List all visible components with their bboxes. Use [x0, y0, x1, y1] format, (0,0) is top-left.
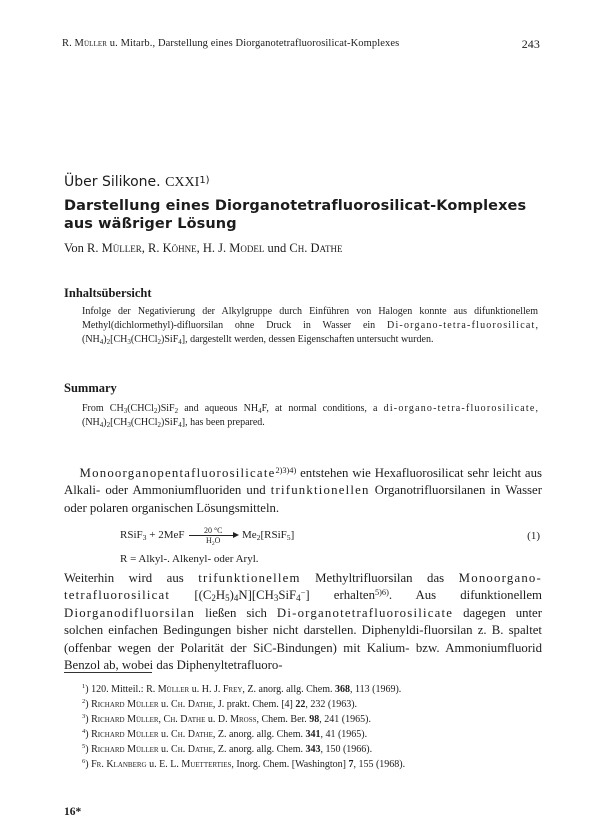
equation-note: R = Alkyl-. Alkenyl- oder Aryl.: [120, 553, 259, 565]
footnote-3: $^3$) Richard Müller, Ch. Dathe u. D. Mross, Chem. Ber. 98, 241 (1965).: [82, 713, 371, 726]
equation-1: [120, 526, 540, 545]
summary-text: From $CH_3(CHCl_2)SiF_2$ and aqueous $NH_4F$, at normal conditions, a di-organo-tetra-fluorosilicate, $(NH_4)_2[CH_3(CHCl_2)SiF_4]$, has been prepared.: [82, 403, 539, 429]
footnote-5: $^5$) Richard Müller u. Ch. Dathe, Z. anorg. allg. Chem. 343, 150 (1966).: [82, 743, 373, 756]
footnote-rule: [64, 672, 152, 673]
series-number: CXXI: [165, 175, 200, 190]
arrow-condition-bottom: $H_2O$: [206, 536, 221, 547]
equation-rhs: $Me_2[RSiF_5]$: [241, 529, 295, 543]
abstract-text: Infolge der Negativierung der Alkylgruppe durch Einführen von Halogen konnte aus difunktionellem Methyl(dichlormethyl)-difluorsilan ohne Druck in Wasser ein Di-organo-tetra-fluorosilicat, $(NH_4)_2[CH_3(CHCl_2)SiF_4]$, dargestellt werden, dessen Eigenschaften untersucht wurden.: [82, 306, 538, 346]
running-head-text: R. Müller u. Mitarb., Darstellung eines Diorganotetrafluorosilicat-Komplexes: [62, 38, 400, 49]
series-line: [64, 174, 210, 191]
running-head: [62, 38, 540, 49]
footnotes: [82, 682, 542, 773]
equation-lhs: RSiF$_3$ + 2MeF: [120, 529, 185, 543]
abstract-heading: Inhaltsübersicht: [64, 286, 152, 300]
body-paragraph-1: Monoorganopentafluorosilicate$^{2)3)4)}$ entstehen wie Hexafluorosilicat sehr leicht aus Alkali- oder Ammoniumfluoriden und trifunktionellen Organotrifluorsilanen in Wasser oder polaren organischen Lösungsmitteln.: [64, 466, 542, 515]
author-line: Von R. Müller, R. Köhne, H. J. Model und Ch. Dathe: [64, 241, 343, 255]
body-paragraph-2: Weiterhin wird aus trifunktionellem Methyltrifluorsilan das Monoorgano-tetrafluorosilicat $[(C_2H_5)_4N][CH_3SiF_4^-]$ erhalten$^{5)6)}$. Aus difunktionellem Diorganodifluorsilan ließen sich Di-organotetrafluorosilicate dagegen unter solchen einfachen Bedingungen bisher nicht darstellen. Diphenyldi-fluorsilan z. B. spaltet (offenbar wegen der Polarität der SiC-Bindungen) mit Kalium- bzw. Ammoniumfluorid Benzol ab, wobei das Diphenyltetrafluoro-: [64, 571, 542, 673]
footnote-6: $^6$) Fr. Klanberg u. E. L. Muetterties, Inorg. Chem. [Washington] 7, 155 (1968).: [82, 758, 406, 771]
sheet-signature: 16*: [64, 806, 82, 818]
page-number: 243: [521, 37, 540, 51]
series-footnote-ref: 1): [199, 175, 210, 186]
summary-heading: Summary: [64, 381, 117, 395]
article-title: Darstellung eines Diorganotetrafluorosilicat-Komplexes aus wäßriger Lösung: [64, 198, 527, 232]
arrow-condition-top: 20 °C: [203, 526, 223, 535]
footnote-2: $^2$) Richard Müller u. Ch. Dathe, J. prakt. Chem. [4] 22, 232 (1963).: [82, 698, 358, 711]
series-label: Über Silikone.: [64, 174, 161, 190]
footnote-4: $^4$) Richard Müller u. Ch. Dathe, Z. anorg. allg. Chem. 341, 41 (1965).: [82, 728, 368, 741]
footnote-1: $^1$) 120. Mitteil.: R. Müller u. H. J. Frey, Z. anorg. allg. Chem. 368, 113 (1969).: [82, 683, 402, 695]
reaction-arrow: [187, 526, 239, 545]
equation-number: (1): [527, 530, 540, 542]
